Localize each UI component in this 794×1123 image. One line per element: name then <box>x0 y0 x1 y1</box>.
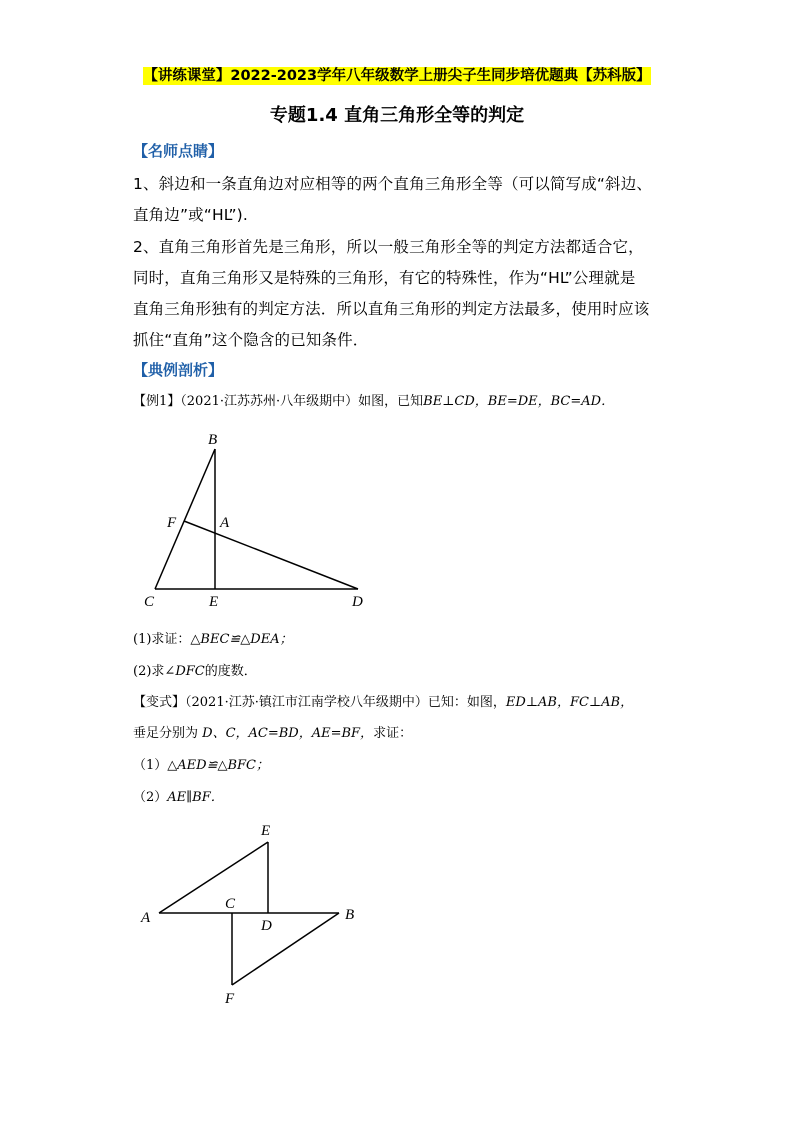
page-title: 专题1.4 直角三角形全等的判定 <box>269 105 525 126</box>
q2-suffix: 的度数． <box>204 664 257 679</box>
tip-line-6: 抓住“直角”这个隐含的已知条件． <box>133 331 369 349</box>
example1-question-1 <box>133 628 293 647</box>
example1-label: 【例1】 <box>133 394 181 409</box>
variant-source: （2021·江苏·镇江市江南学校八年级期中）已知：如图， <box>185 695 506 710</box>
tip-line-2: 直角边”或“HL”). <box>133 206 248 224</box>
point-label-C: C <box>144 594 155 610</box>
variant-condition: ED⊥AB，FC⊥AB， <box>505 695 634 710</box>
segment-AE <box>159 842 268 913</box>
point-label-C: C <box>225 896 236 912</box>
example1-condition: BE⊥CD，BE=DE，BC=AD． <box>423 394 615 409</box>
section-heading-examples: 【典例剖析】 <box>133 361 224 379</box>
point-label-F: F <box>225 991 235 1007</box>
variant-question-1 <box>133 754 269 773</box>
example1-figure <box>140 425 380 615</box>
point-label-E: E <box>209 594 219 610</box>
q2-math: ∠DFC <box>164 664 205 679</box>
point-label-D: D <box>261 918 272 934</box>
variant-figure <box>135 815 375 1015</box>
segment-FB <box>232 913 339 985</box>
tip-line-4: 同时，直角三角形又是特殊的三角形，有它的特殊性，作为“HL”公理就是 <box>133 269 636 287</box>
variant-question-2 <box>133 786 224 805</box>
tip-line-5: 直角三角形独有的判定方法．所以直角三角形的判定方法最多，使用时应该 <box>133 300 650 318</box>
example1-question-2 <box>133 660 257 679</box>
point-label-B: B <box>208 432 218 448</box>
variant-statement <box>133 691 633 710</box>
variant-statement-line-2 <box>133 722 412 741</box>
segment-FD <box>184 521 358 589</box>
point-label-B: B <box>345 907 355 923</box>
example1-statement <box>133 390 614 409</box>
q2-prefix: (2)求 <box>133 664 165 679</box>
section-heading-tips: 【名师点睛】 <box>133 142 224 160</box>
segment-BC <box>155 449 215 589</box>
variant-q2-math: AE∥BF． <box>167 790 224 805</box>
variant-q2-prefix: （2） <box>133 790 168 805</box>
variant-q1-math: △AED≌△BFC； <box>167 758 269 773</box>
point-label-F: F <box>167 515 177 531</box>
variant-label: 【变式】 <box>133 695 186 710</box>
variant-q1-prefix: （1） <box>133 758 168 773</box>
series-banner <box>0 64 794 85</box>
point-label-D: D <box>352 594 363 610</box>
point-label-E: E <box>261 823 271 839</box>
variant-line2-math: D、C，AC=BD，AE=BF， <box>202 726 374 741</box>
variant-line2-suffix: 求证： <box>373 726 413 741</box>
tip-line-1: 1、斜边和一条直角边对应相等的两个直角三角形全等（可以简写成“斜边、 <box>133 175 652 193</box>
point-label-A: A <box>220 515 230 531</box>
q1-prefix: (1)求证： <box>133 632 191 647</box>
variant-line2-prefix: 垂足分别为 <box>133 726 203 741</box>
tip-line-3: 2、直角三角形首先是三角形，所以一般三角形全等的判定方法都适合它， <box>133 238 644 256</box>
q1-math: △BEC≌△DEA； <box>190 632 293 647</box>
series-text: 【讲练课堂】2022-2023学年八年级数学上册尖子生同步培优题典【苏科版】 <box>143 68 651 84</box>
example1-source: （2021·江苏苏州·八年级期中）如图，已知 <box>180 394 424 409</box>
point-label-A: A <box>141 910 151 926</box>
